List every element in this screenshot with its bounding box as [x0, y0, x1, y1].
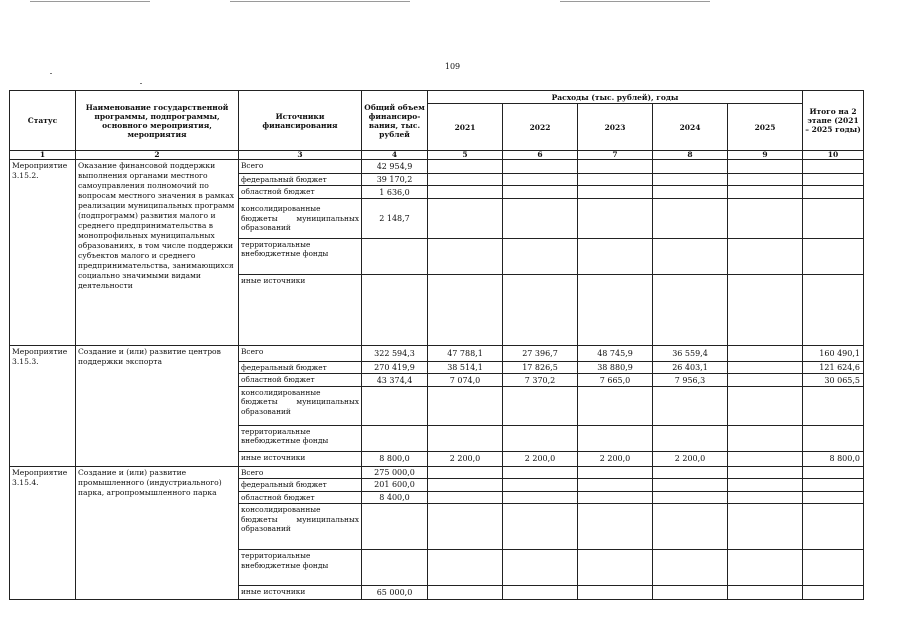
financing-source: иные источники — [239, 274, 362, 345]
column-number: 9 — [728, 151, 803, 160]
year-amount — [503, 186, 578, 198]
year-amount — [428, 479, 503, 491]
year-amount — [578, 504, 653, 550]
year-amount — [728, 491, 803, 503]
year-amount — [653, 586, 728, 600]
year-amount — [503, 466, 578, 478]
year-amount — [728, 238, 803, 274]
result-amount: 160 490,1 — [803, 345, 864, 361]
measure-status: Мероприятие 3.15.3. — [10, 345, 76, 466]
total-amount: 322 594,3 — [362, 345, 428, 361]
result-amount — [803, 466, 864, 478]
financing-source: Всего — [239, 345, 362, 361]
year-amount — [503, 386, 578, 425]
year-amount — [653, 274, 728, 345]
page-number: 109 — [444, 62, 461, 71]
year-amount — [578, 586, 653, 600]
header-year: 2024 — [653, 104, 728, 151]
year-amount — [428, 550, 503, 586]
financing-source: территориальные внебюджетные фонды — [239, 425, 362, 451]
measure-name: Создание и (или) развитие центров поддержки экспорта — [76, 345, 239, 466]
year-amount — [503, 586, 578, 600]
year-amount: 47 788,1 — [428, 345, 503, 361]
table-row — [10, 345, 864, 361]
total-amount — [362, 386, 428, 425]
header-year: 2022 — [503, 104, 578, 151]
column-number: 1 — [10, 151, 76, 160]
result-amount — [803, 186, 864, 198]
column-number: 5 — [428, 151, 503, 160]
year-amount — [428, 160, 503, 174]
result-amount — [803, 386, 864, 425]
financing-source: областной бюджет — [239, 491, 362, 503]
year-amount — [728, 274, 803, 345]
total-amount: 1 636,0 — [362, 186, 428, 198]
financing-source: консолидированные бюджеты муниципальных образований — [239, 504, 362, 550]
year-amount: 2 200,0 — [503, 451, 578, 466]
year-amount — [728, 451, 803, 466]
column-number: 3 — [239, 151, 362, 160]
result-amount — [803, 586, 864, 600]
year-amount: 17 826,5 — [503, 361, 578, 373]
financing-source: иные источники — [239, 586, 362, 600]
total-amount: 43 374,4 — [362, 374, 428, 386]
column-number: 4 — [362, 151, 428, 160]
year-amount — [728, 374, 803, 386]
measure-status: Мероприятие 3.15.4. — [10, 466, 76, 599]
financing-source: территориальные внебюджетные фонды — [239, 550, 362, 586]
result-amount — [803, 160, 864, 174]
year-amount — [728, 160, 803, 174]
year-amount — [653, 550, 728, 586]
year-amount — [503, 238, 578, 274]
scan-speck — [50, 73, 52, 74]
financing-source: федеральный бюджет — [239, 361, 362, 373]
header-year: 2023 — [578, 104, 653, 151]
year-amount — [578, 491, 653, 503]
table-row — [10, 466, 864, 478]
year-amount — [728, 479, 803, 491]
total-amount — [362, 504, 428, 550]
year-amount — [428, 466, 503, 478]
financing-source: консолидированные бюджеты муниципальных образований — [239, 198, 362, 238]
year-amount — [428, 174, 503, 186]
header-year: 2025 — [728, 104, 803, 151]
year-amount — [728, 345, 803, 361]
column-number: 10 — [803, 151, 864, 160]
year-amount — [578, 198, 653, 238]
year-amount — [653, 386, 728, 425]
year-amount — [428, 386, 503, 425]
year-amount — [728, 586, 803, 600]
year-amount — [503, 274, 578, 345]
total-amount: 65 000,0 — [362, 586, 428, 600]
year-amount — [653, 174, 728, 186]
scan-edge-line — [30, 1, 150, 2]
financing-source: областной бюджет — [239, 186, 362, 198]
scan-edge-line — [230, 1, 410, 2]
financing-source: консолидированные бюджеты муниципальных образований — [239, 386, 362, 425]
year-amount — [728, 174, 803, 186]
year-amount — [653, 198, 728, 238]
year-amount — [428, 274, 503, 345]
year-amount — [503, 198, 578, 238]
year-amount — [728, 186, 803, 198]
column-number-row — [10, 151, 864, 160]
total-amount — [362, 274, 428, 345]
financing-source: иные источники — [239, 451, 362, 466]
year-amount — [728, 386, 803, 425]
result-amount — [803, 198, 864, 238]
financing-source: Всего — [239, 466, 362, 478]
year-amount — [728, 361, 803, 373]
year-amount — [653, 425, 728, 451]
year-amount — [428, 491, 503, 503]
result-amount: 30 065,5 — [803, 374, 864, 386]
header-result: Итого на 2 этапе (2021 – 2025 годы) — [803, 91, 864, 151]
year-amount — [578, 386, 653, 425]
year-amount — [428, 238, 503, 274]
year-amount — [578, 466, 653, 478]
year-amount: 27 396,7 — [503, 345, 578, 361]
year-amount — [653, 479, 728, 491]
year-amount: 7 665,0 — [578, 374, 653, 386]
measure-status: Мероприятие 3.15.2. — [10, 160, 76, 346]
total-amount: 2 148,7 — [362, 198, 428, 238]
year-amount — [578, 174, 653, 186]
header-expenses: Расходы (тыс. рублей), годы — [428, 91, 803, 104]
budget-table — [9, 90, 864, 600]
year-amount — [428, 198, 503, 238]
year-amount: 7 074,0 — [428, 374, 503, 386]
result-amount — [803, 479, 864, 491]
column-number: 2 — [76, 151, 239, 160]
year-amount — [503, 160, 578, 174]
year-amount — [578, 550, 653, 586]
year-amount: 38 514,1 — [428, 361, 503, 373]
year-amount — [728, 550, 803, 586]
total-amount: 8 800,0 — [362, 451, 428, 466]
column-number: 8 — [653, 151, 728, 160]
year-amount — [428, 586, 503, 600]
year-amount — [503, 491, 578, 503]
result-amount: 8 800,0 — [803, 451, 864, 466]
measure-name: Создание и (или) развитие промышленного (индустриального) парка, агропромышленного парка — [76, 466, 239, 599]
year-amount — [428, 186, 503, 198]
financing-source: федеральный бюджет — [239, 174, 362, 186]
measure-name: Оказание финансовой поддержки выполнения органами местного самоуправления полномочий по вопросам местного значения в рамках реализации муниципальных программ (подпрограмм) развития малого и среднего предпринимательства в монопрофильных муниципальных образованиях, в том числе поддержки субъектов малого и среднего предпринимательства, занимающихся социально значимыми видами деятельности — [76, 160, 239, 346]
year-amount — [503, 425, 578, 451]
column-number: 6 — [503, 151, 578, 160]
header-source: Источники финансирования — [239, 91, 362, 151]
year-amount: 26 403,1 — [653, 361, 728, 373]
year-amount — [728, 504, 803, 550]
year-amount — [578, 479, 653, 491]
header-name: Наименование государственной программы, подпрограммы, основного мероприятия, мероприятия — [76, 91, 239, 151]
year-amount — [728, 198, 803, 238]
total-amount — [362, 550, 428, 586]
total-amount: 8 400,0 — [362, 491, 428, 503]
year-amount: 2 200,0 — [428, 451, 503, 466]
year-amount — [428, 425, 503, 451]
result-amount — [803, 274, 864, 345]
year-amount — [653, 466, 728, 478]
year-amount — [653, 238, 728, 274]
result-amount: 121 624,6 — [803, 361, 864, 373]
year-amount — [728, 466, 803, 478]
total-amount: 270 419,9 — [362, 361, 428, 373]
result-amount — [803, 504, 864, 550]
year-amount — [503, 504, 578, 550]
year-amount — [653, 491, 728, 503]
financing-source: территориальные внебюджетные фонды — [239, 238, 362, 274]
header-year: 2021 — [428, 104, 503, 151]
total-amount: 201 600,0 — [362, 479, 428, 491]
scan-speck — [140, 83, 142, 84]
year-amount — [653, 186, 728, 198]
year-amount — [653, 504, 728, 550]
column-number: 7 — [578, 151, 653, 160]
result-amount — [803, 550, 864, 586]
year-amount: 7 370,2 — [503, 374, 578, 386]
total-amount — [362, 238, 428, 274]
result-amount — [803, 174, 864, 186]
scan-edge-line — [560, 1, 710, 2]
year-amount — [428, 504, 503, 550]
financing-source: федеральный бюджет — [239, 479, 362, 491]
financing-source: Всего — [239, 160, 362, 174]
year-amount — [503, 479, 578, 491]
year-amount — [578, 186, 653, 198]
financing-source: областной бюджет — [239, 374, 362, 386]
result-amount — [803, 425, 864, 451]
year-amount: 38 880,9 — [578, 361, 653, 373]
year-amount — [503, 174, 578, 186]
total-amount: 39 170,2 — [362, 174, 428, 186]
year-amount: 2 200,0 — [653, 451, 728, 466]
table-row — [10, 160, 864, 174]
year-amount — [578, 160, 653, 174]
year-amount: 2 200,0 — [578, 451, 653, 466]
header-total: Общий объем финансиро-вания, тыс. рублей — [362, 91, 428, 151]
header-status: Статус — [10, 91, 76, 151]
year-amount: 48 745,9 — [578, 345, 653, 361]
result-amount — [803, 491, 864, 503]
year-amount — [503, 550, 578, 586]
year-amount — [578, 274, 653, 345]
year-amount — [578, 238, 653, 274]
year-amount: 7 956,3 — [653, 374, 728, 386]
total-amount: 275 000,0 — [362, 466, 428, 478]
year-amount — [578, 425, 653, 451]
result-amount — [803, 238, 864, 274]
year-amount — [653, 160, 728, 174]
year-amount: 36 559,4 — [653, 345, 728, 361]
total-amount: 42 954,9 — [362, 160, 428, 174]
total-amount — [362, 425, 428, 451]
year-amount — [728, 425, 803, 451]
